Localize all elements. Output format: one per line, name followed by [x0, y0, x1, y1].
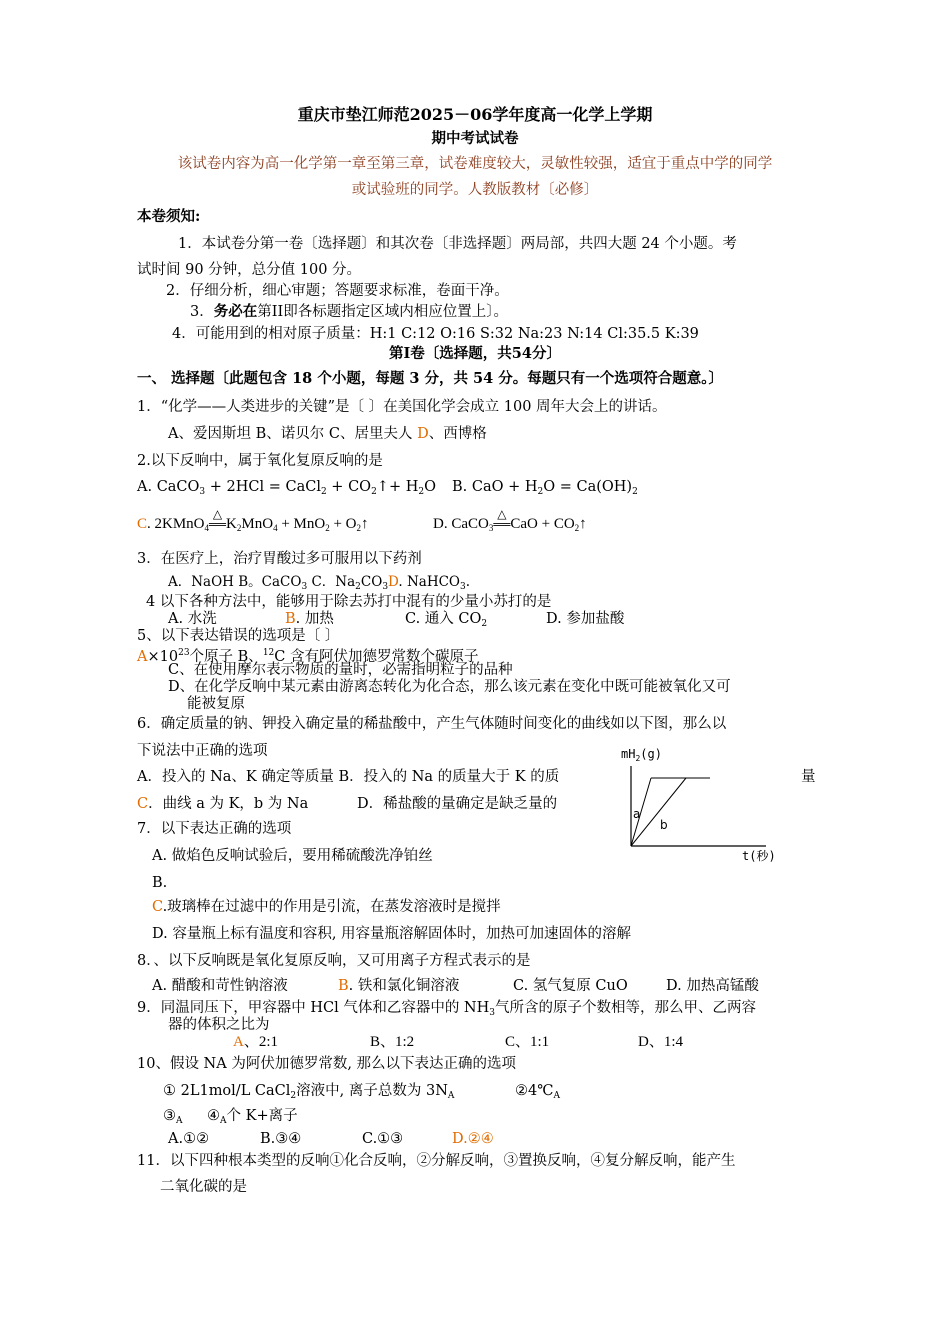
q3-text: C．Na: [307, 574, 356, 590]
q10-text: ③: [163, 1108, 176, 1124]
q2-c-text: . 2KMnO: [147, 516, 205, 532]
heat-triangle: △: [497, 507, 507, 521]
q8-option-d: D. 加热高锰酸: [666, 978, 759, 994]
q8-option-b-letter: B: [338, 978, 349, 994]
exam-title: 重庆市垫江师范2025－06学年度高一化学上学期: [297, 105, 653, 124]
q5-sup: 23: [178, 648, 190, 658]
curve-b-label: b: [660, 818, 668, 832]
q2-a-text: ↑+ H: [376, 479, 419, 495]
q4-option-a: A. 水洗: [168, 611, 217, 627]
q2-d-text: CaO + CO: [510, 516, 575, 532]
q10-text: ②4℃: [515, 1083, 554, 1099]
q10-text: 个 K+离子: [226, 1108, 298, 1124]
q2-b-sub: 2: [632, 487, 638, 497]
q10-text: ④: [207, 1108, 220, 1124]
q6-option-ab: A．投入的 Na、K 确定等质量 B．投入的 Na 的质量大于 K 的质: [137, 769, 560, 785]
q10-sub: A: [176, 1116, 183, 1126]
q10-sub: A: [447, 1091, 455, 1101]
q10-sub: A: [220, 1116, 227, 1126]
q9-option-c: C、1:1: [505, 1034, 550, 1050]
q6-option-b-tail: 量: [801, 769, 816, 785]
q10-stem: 10、假设 NA 为阿伏加德罗常数, 那么以下表达正确的选项: [137, 1056, 517, 1072]
intro-line-1: 该试卷内容为高一化学第一章至第三章，试卷难度较大，灵敏性较强，适宜于重点中学的同学: [177, 156, 773, 172]
q8-option-b-text: . 铁和氯化铜溶液: [348, 978, 460, 994]
q2-option-c: [137, 509, 369, 537]
intro-line-2: 或试验班的同学。人教版教材〔必修〕: [351, 182, 599, 198]
q2-option-a: [137, 478, 436, 501]
notice-item-4: 4．可能用到的相对原子质量：H:1 C:12 O:16 S:32 Na:23 N:14 Cl:35.5 K:39: [172, 326, 699, 342]
q2-a-sub: 2: [418, 487, 425, 497]
heat-triangle: △: [212, 507, 223, 521]
q2-a-sub: 2: [320, 487, 327, 497]
section-1-instruction: 一、 选择题〔此题包含 18 个小题，每题 3 分，共 54 分。每题只有一个选项符合题意。〕: [137, 370, 724, 387]
q10-text: 溶液中, 离子总数为 3N: [296, 1083, 448, 1099]
q7-option-b: B.: [152, 875, 168, 891]
q11-stem-line1: 11．以下四种根本类型的反响①化合反响，②分解反响，③置换反响，④复分解反响，能产生: [137, 1153, 736, 1169]
q3-text: A．NaOH B。CaCO: [168, 574, 302, 590]
q1-options-abc: A、爱因斯坦 B、诺贝尔 C、居里夫人: [168, 426, 413, 442]
heat-symbol-icon: △ ══: [209, 507, 227, 531]
notice-item-3: [190, 303, 508, 321]
q5-option-d-line2: 能被复原: [187, 696, 245, 712]
q7-option-a: A. 做焰色反响试验后，要用稀硫酸洗净铂丝: [152, 848, 433, 864]
q3-text: . NaHCO: [398, 574, 461, 590]
q8-stem: 8．、以下反响既是氧化复原反响，又可用离子方程式表示的是: [137, 953, 531, 969]
graph-y-label-unit: (g): [640, 748, 662, 761]
q2-b-sub: 2: [537, 487, 544, 497]
q10-item-4: [207, 1107, 298, 1130]
q5-sup: 12: [262, 648, 275, 658]
q2-a-text: + 2HCl = CaCl: [205, 479, 321, 495]
q6-option-c-text: ．曲线 a 为 K，b 为 Na: [148, 796, 309, 812]
q3-text: .: [465, 574, 471, 590]
q9-option-a-text: 、2:1: [243, 1034, 279, 1050]
q6-option-c-letter: C: [137, 796, 149, 812]
q7-option-c-text: .玻璃棒在过滤中的作用是引流，在蒸发溶液时是搅拌: [162, 899, 501, 915]
q8-option-b: [338, 977, 459, 995]
q5-stem: 5、以下表达错误的选项是〔 〕: [137, 628, 340, 644]
q2-c-sub: 2: [325, 523, 330, 533]
q2-option-b: [452, 478, 638, 501]
q9-option-a: [233, 1033, 278, 1051]
q6-option-c: [137, 795, 308, 813]
notice-item-2: 2．仔细分析，细心审题；答题要求标准，卷面干净。: [166, 283, 509, 299]
q9-option-d: D、1:4: [638, 1034, 684, 1050]
q5-text: ×10: [147, 649, 179, 665]
q3-option-d-letter: D: [388, 574, 399, 590]
q2-c-sub: 2: [236, 523, 242, 533]
q1-option-d: 、西博格: [428, 426, 487, 442]
q3-sub: 3: [382, 582, 389, 592]
q6-stem-line2: 下说法中正确的选项: [137, 743, 268, 759]
q2-c-text: K: [226, 516, 237, 532]
q10-option-b: B.③④: [260, 1131, 302, 1147]
q1-stem: 1．“化学——人类进步的关键”是〔 〕在美国化学会成立 100 周年大会上的讲话。: [137, 399, 667, 415]
q3-text: CO: [360, 574, 383, 590]
notice-heading: 本卷须知:: [137, 208, 201, 225]
q10-item-3: [163, 1107, 183, 1130]
q2-c-text: + MnO: [277, 516, 326, 532]
q2-option-c-letter: C: [137, 516, 148, 532]
q10-sub: 2: [290, 1091, 297, 1101]
q2-a-text: A. CaCO: [137, 479, 200, 495]
q10-option-a: A.①②: [168, 1131, 210, 1147]
heat-symbol-icon: △ ══: [493, 507, 511, 531]
q10-item-2: [515, 1082, 560, 1105]
q4-option-c-text: C. 通入 CO: [405, 611, 482, 627]
q8-option-a: A. 醋酸和苛性钠溶液: [152, 978, 288, 994]
q10-option-c: C.①③: [362, 1131, 404, 1147]
q2-c-text: MnO: [241, 516, 274, 532]
q2-a-text: + CO: [326, 479, 372, 495]
q4-option-b-text: . 加热: [295, 611, 334, 627]
q3-stem: 3．在医疗上，治疗胃酸过多可服用以下药剂: [137, 551, 422, 567]
q1-option-d-letter: D: [417, 426, 429, 442]
q3-sub: 3: [460, 582, 466, 592]
q5-option-d-line1: D、在化学反响中某元素由游离态转化为化合态，那么该元素在变化中既可能被氧化又可: [168, 679, 731, 695]
q9-text: 气所含的原子个数相等，那么甲、乙两容: [495, 1000, 756, 1016]
q10-item-1: [163, 1082, 454, 1105]
q2-d-sub: 3: [488, 523, 494, 533]
q2-a-sub: 2: [371, 487, 377, 497]
q2-b-text: B. CaO + H: [452, 479, 538, 495]
q9-text: 9．同温同压下，甲容器中 HCl 气体和乙容器中的 NH: [137, 1000, 490, 1016]
q5-text: 个原子 B、: [189, 649, 263, 665]
q5-option-c: C、在使用摩尔表示物质的量时，必需指明粒子的品种: [168, 662, 513, 678]
q2-a-text: O: [424, 479, 436, 495]
q2-d-text: D. CaCO: [433, 516, 489, 532]
q5-option-a-letter: A: [137, 649, 148, 665]
exam-subtitle: 期中考试试卷: [431, 130, 519, 147]
q9-option-a-letter: A: [233, 1034, 244, 1050]
q4-option-c: [405, 610, 487, 633]
q1-options: [168, 425, 487, 443]
q2-d-sub: 2: [574, 523, 580, 533]
q2-stem: 2.以下反响中，属于氧化复原反响的是: [137, 453, 383, 469]
q4-option-b-letter: B: [285, 611, 296, 627]
q10-option-d: D.②④: [452, 1131, 494, 1147]
q9-stem-line2: 器的体积之比为: [168, 1017, 270, 1033]
q7-option-c: [152, 898, 501, 916]
notice-item-3-num: 3．: [190, 304, 214, 320]
notice-item-1a: 1．本试卷分第一卷〔选择题〕和其次卷〔非选择题〕两局部，共四大题 24 个小题。考: [178, 236, 737, 252]
q2-b-text: O = Ca(OH): [543, 479, 633, 495]
q10-sub: A: [553, 1091, 560, 1101]
q4-option-b: [285, 610, 334, 628]
q7-option-d: D. 容量瓶上标有温度和容积, 用容量瓶溶解固体时，加热可加速固体的溶解: [152, 926, 632, 942]
q2-c-text: + O: [329, 516, 357, 532]
q2-c-sub: 2: [356, 523, 361, 533]
notice-item-3-rest: 第II即各标题指定区域内相应位置上〕。: [257, 304, 508, 320]
q4-option-d: D. 参加盐酸: [546, 611, 625, 627]
q10-text: ① 2L1mol/L CaCl: [163, 1083, 291, 1099]
q2-c-sub: 4: [273, 523, 278, 533]
section-1-title: 第Ⅰ卷〔选择题，共54分〕: [389, 345, 561, 362]
notice-item-1b: 试时间 90 分钟，总分值 100 分。: [137, 262, 362, 278]
q2-c-text: ↑: [361, 516, 369, 532]
curve-a-label: a: [633, 807, 641, 821]
q4-option-c-sub: 2: [481, 619, 488, 629]
q6-graph: [618, 748, 793, 870]
q6-stem-line1: 6．确定质量的钠、钾投入确定量的稀盐酸中，产生气体随时间变化的曲线如以下图，那么以: [137, 716, 727, 732]
q11-stem-line2: 二氧化碳的是: [160, 1179, 247, 1195]
graph-y-label: [621, 748, 662, 763]
q8-option-c: C. 氢气复原 CuO: [513, 978, 628, 994]
graph-y-label-sub: 2: [635, 754, 641, 763]
q4-stem: 4 以下各种方法中，能够用于除去苏打中混有的少量小苏打的是: [146, 594, 552, 610]
graph-y-label-main: mH: [621, 748, 636, 761]
notice-item-3-bold: 务必在: [213, 303, 258, 320]
q2-option-d: [433, 509, 587, 537]
q9-option-b: B、1:2: [370, 1034, 415, 1050]
graph-x-label: t(秒): [742, 849, 776, 863]
q7-option-c-letter: C: [152, 899, 163, 915]
q2-c-sub: 4: [204, 523, 210, 533]
q3-sub: 2: [355, 582, 361, 592]
q2-a-sub: 3: [199, 487, 206, 497]
q2-d-text: ↑: [579, 516, 587, 532]
q7-stem: 7．以下表达正确的选项: [137, 821, 292, 837]
q6-option-d: D．稀盐酸的量确定是缺乏量的: [357, 796, 558, 812]
q3-sub: 3: [301, 582, 308, 592]
q5-text: C 含有阿伏加德罗常数个碳原子: [274, 649, 479, 665]
q9-sub: 3: [489, 1008, 495, 1018]
